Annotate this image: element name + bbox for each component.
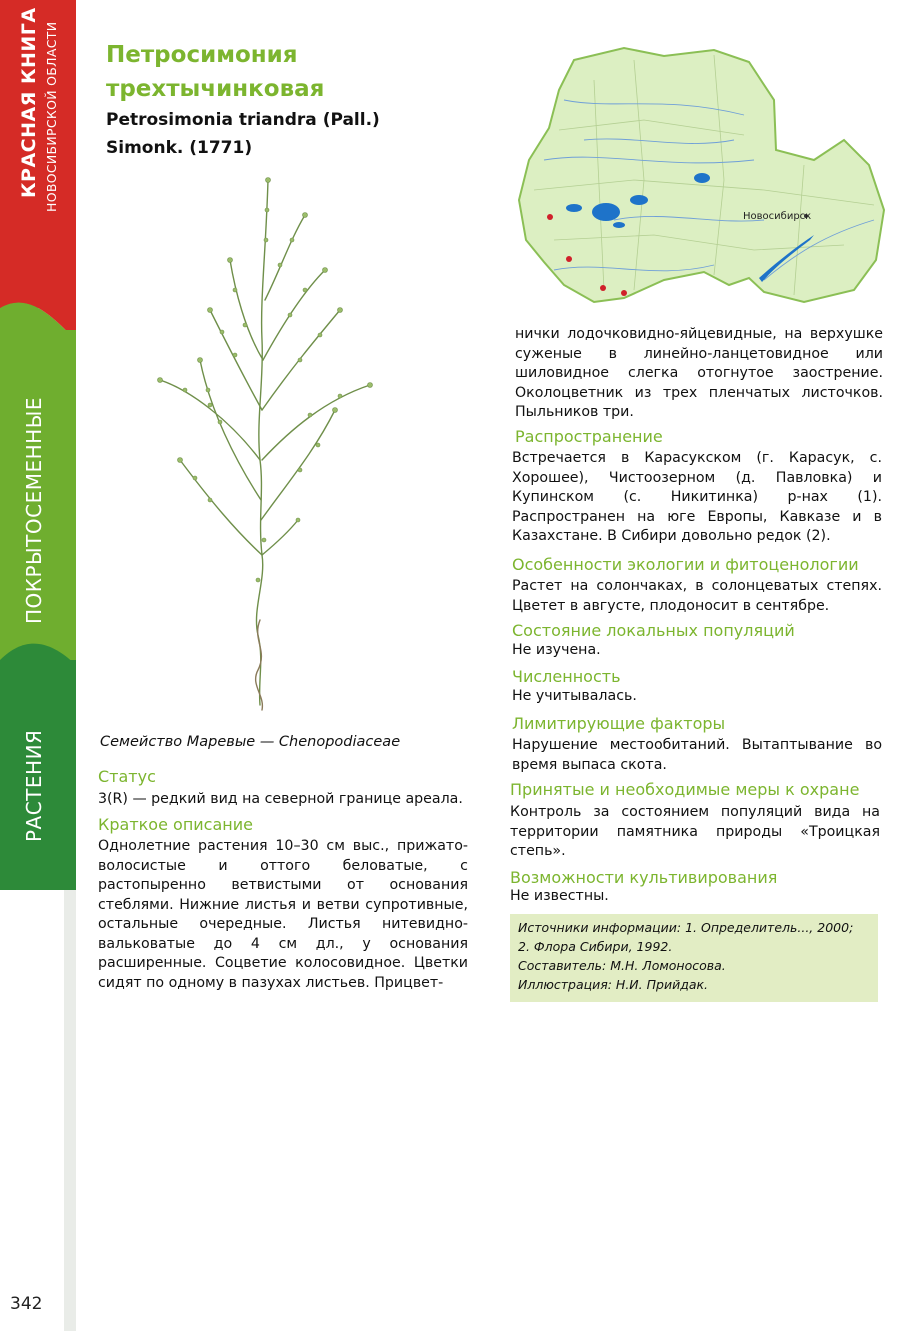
record-point [547,214,553,220]
populations-text: Не изучена. [512,642,601,658]
abundance-heading: Численность [512,667,621,686]
species-name-ru-line1: Петросимония [106,42,298,68]
region-map [514,40,886,312]
sources-box [510,914,878,1002]
description-heading: Краткое описание [98,815,253,834]
sources-line: 2. Флора Сибири, 1992. [518,939,673,954]
species-name-latin [106,106,380,162]
book-title: КРАСНАЯ КНИГА [18,7,40,198]
abundance-text: Не учитывалась. [512,688,637,704]
cultivation-heading: Возможности культивирования [510,868,778,887]
page-number: 342 [10,1294,43,1314]
ecology-text: Растет на солончаках, в солонцеватых степях. Цветет в августе, плодоносит в сентябре. [512,578,882,614]
section-label: ПОКРЫТОСЕМЕННЫЕ [22,396,46,624]
family-caption: Семейство Маревые — Chenopodiaceae [100,734,401,750]
side-strip [0,0,76,1331]
record-point [621,290,627,296]
map-city-label: Новосибирск [743,211,812,222]
distribution-text: Встречается в Карасукском (г. Карасук, с. Хорошее), Чистоозерном (д. Павловка) и Купинском (с. Никитинка) р-нах (1). Распространен на юге Европы, Кавказе и в Казахстане. В Сибири довольно редок (2). [512,450,882,544]
species-name-latin-line1: Petrosimonia triandra (Pall.) [106,110,380,130]
protection-heading: Принятые и необходимые меры к охране [510,780,860,799]
plant-illustration [140,160,380,720]
book-region: НОВОСИБИРСКОЙ ОБЛАСТИ [44,21,59,212]
populations-heading: Состояние локальных популяций [512,621,795,640]
compiler-line: Составитель: М.Н. Ломоносова. [518,958,726,973]
description-text: Однолетние растения 10–30 см выс., прижато-волосистые и оттого беловатые, с растопыренно ветвистыми от основания стеблями. Нижние листья и ветви супротивные, остальные очередные. Листья нитевидно-вальковатые до 4 см дл., у основания расширенные. Соцветие колосовидное. Цветки сидят по одному в пазухах листьев. Прицвет- [98,838,468,991]
record-point [566,256,572,262]
cultivation-text: Не известны. [510,888,609,904]
status-text: 3(R) — редкий вид на северной границе ареала. [98,791,463,807]
ecology-heading: Особенности экологии и фитоценологии [512,555,859,574]
distribution-heading: Распространение [515,427,663,446]
species-name-ru [106,38,324,106]
species-name-ru-line2: трехтычинковая [106,76,325,102]
protection-text: Контроль за состоянием популяций вида на территории памятника природы «Троицкая степь». [510,804,880,859]
sources-line: Источники информации: 1. Определитель..., 2000; [518,920,854,935]
status-heading: Статус [98,767,156,786]
kingdom-label: РАСТЕНИЯ [22,729,46,842]
description-text-continued: нички лодочковидно-яйцевидные, на верхушке суженые в линейно-ланцетовидное или шиловидное слегка отогнутое заострение. Околоцветник из трех пленчатых листочков. Пыльников три. [515,326,883,420]
record-point [600,285,606,291]
species-name-latin-line2: Simonk. (1771) [106,138,253,158]
limiting-heading: Лимитирующие факторы [512,714,726,733]
illustrator-line: Иллюстрация: Н.И. Прийдак. [518,977,709,992]
side-strip-grey [64,890,76,1331]
limiting-text: Нарушение местообитаний. Вытаптывание во время выпаса скота. [512,737,882,773]
